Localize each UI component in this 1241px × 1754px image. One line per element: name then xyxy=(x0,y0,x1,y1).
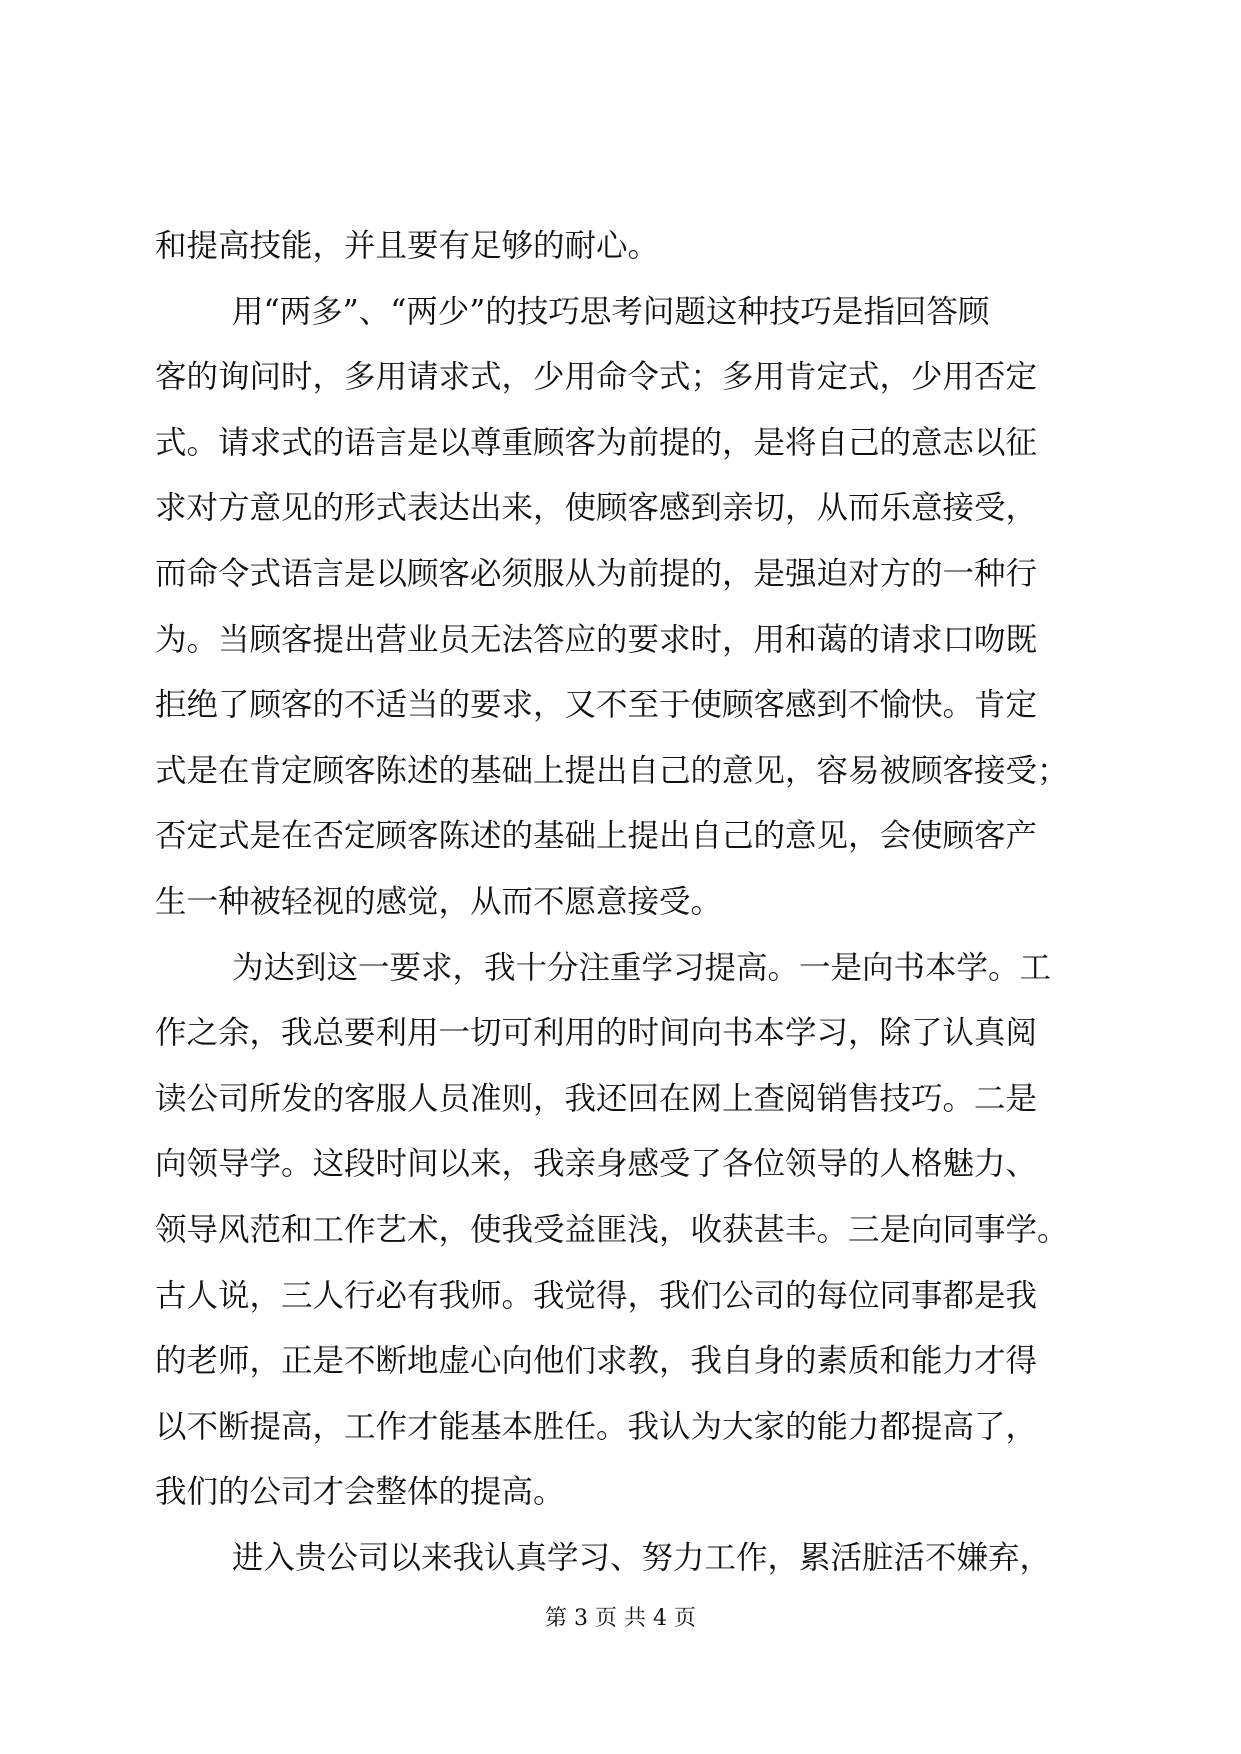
text-line: 读公司所发的客服人员准则，我还回在网上查阅销售技巧。二是 xyxy=(155,1081,1038,1117)
text-line: 求对方意见的形式表达出来，使顾客感到亲切，从而乐意接受， xyxy=(155,490,1038,526)
text-line: 生一种被轻视的感觉，从而不愿意接受。 xyxy=(155,884,723,920)
text-line: 我们的公司才会整体的提高。 xyxy=(155,1474,565,1510)
text-line: 式是在肯定顾客陈述的基础上提出自己的意见，容易被顾客接受； xyxy=(155,753,1069,789)
paragraph-start-line: 进入贵公司以来我认真学习、努力工作，累活脏活不嫌弃， xyxy=(232,1540,1052,1576)
paragraph-start-line: 为达到这一要求，我十分注重学习提高。一是向书本学。工 xyxy=(232,950,1052,986)
text-line: 为。当顾客提出营业员无法答应的要求时，用和蔼的请求口吻既 xyxy=(155,622,1038,658)
text-line: 和提高技能，并且要有足够的耐心。 xyxy=(155,228,660,264)
text-line: 式。请求式的语言是以尊重顾客为前提的，是将自己的意志以征 xyxy=(155,425,1038,461)
text-line: 拒绝了顾客的不适当的要求，又不至于使顾客感到不愉快。肯定 xyxy=(155,687,1038,723)
text-line: 客的询问时，多用请求式，少用命令式；多用肯定式，少用否定 xyxy=(155,359,1038,395)
text-line: 否定式是在否定顾客陈述的基础上提出自己的意见，会使顾客产 xyxy=(155,818,1038,854)
text-line: 古人说，三人行必有我师。我觉得，我们公司的每位同事都是我 xyxy=(155,1278,1038,1314)
text-line: 作之余，我总要利用一切可利用的时间向书本学习，除了认真阅 xyxy=(155,1015,1038,1051)
text-line: 的老师，正是不断地虚心向他们求教，我自身的素质和能力才得 xyxy=(155,1343,1038,1379)
text-line: 领导风范和工作艺术，使我受益匪浅，收获甚丰。三是向同事学。 xyxy=(155,1212,1069,1248)
text-line: 以不断提高，工作才能基本胜任。我认为大家的能力都提高了， xyxy=(155,1409,1038,1445)
text-line: 而命令式语言是以顾客必须服从为前提的，是强迫对方的一种行 xyxy=(155,556,1038,592)
paragraph-start-line: 用“两多”、“两少”的技巧思考问题这种技巧是指回答顾 xyxy=(232,294,990,330)
text-line: 向领导学。这段时间以来，我亲身感受了各位领导的人格魅力、 xyxy=(155,1146,1038,1182)
page-number-footer: 第 3 页 共 4 页 xyxy=(545,1606,696,1631)
